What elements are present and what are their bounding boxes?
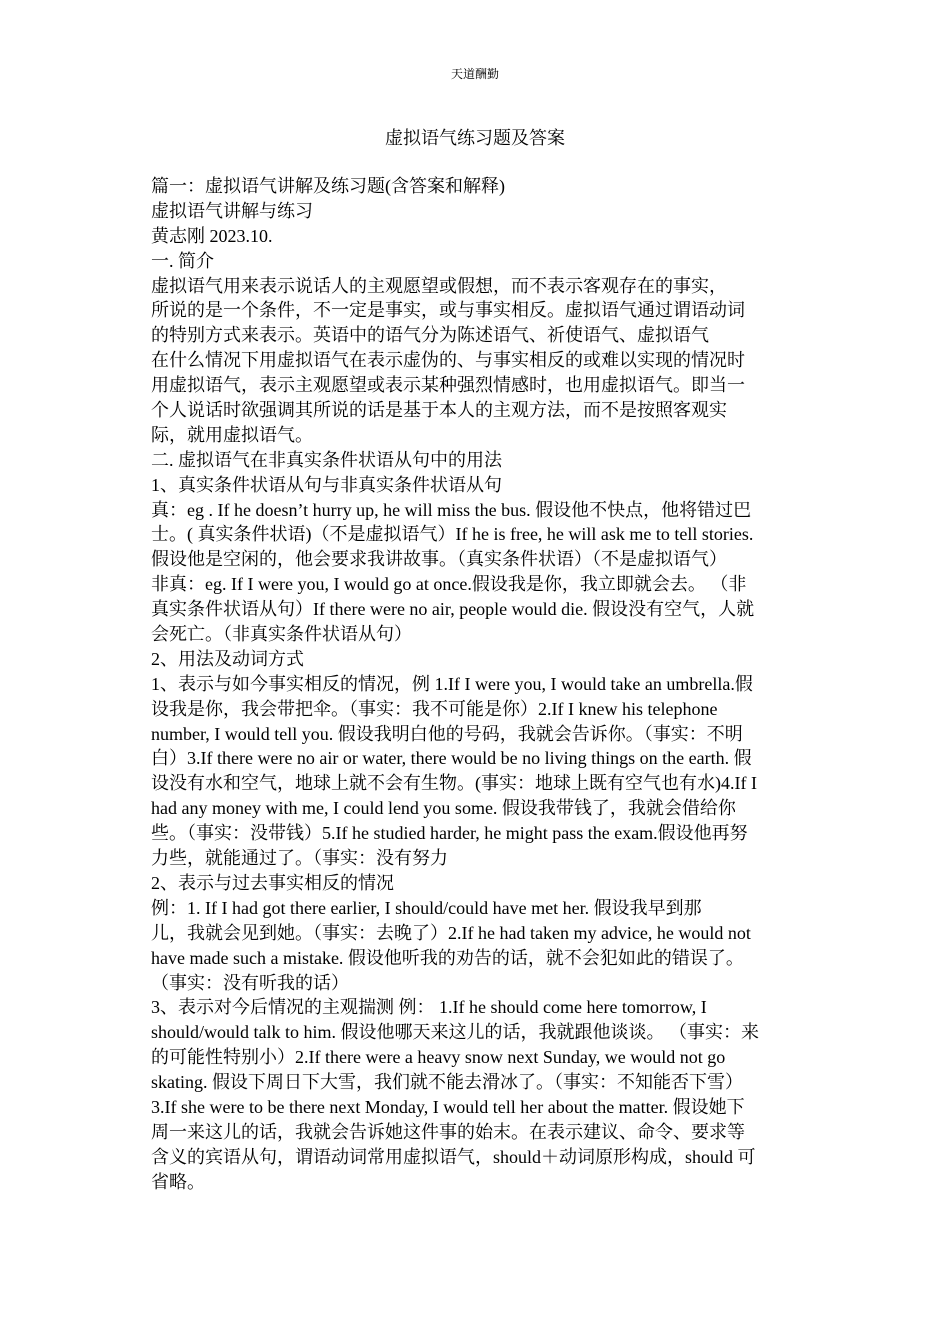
text-line: 二. 虚拟语气在非真实条件状语从句中的用法 [151,449,502,470]
text-line: 一. 简介 [151,250,214,271]
text-line: 白）3.If there were no air or water, there would be no living things on the earth. 假 [151,748,752,769]
text-line: should/would talk to him. 假设他哪天来这儿的话，我就跟他谈谈。 （事实：来 [151,1022,759,1043]
text-line: 3、表示对今后情况的主观揣测 例： 1.If he should come here tomorrow, I [151,997,707,1018]
text-line: 个人说话时欲强调其所说的话是基于本人的主观方法，而不是按照客观实 [151,400,727,421]
text-line: 例：1. If I had got there earlier, I should/could have met her. 假设我早到那 [151,897,702,918]
page-header: 天道酬勤 [450,67,499,81]
text-line: 士。( 真实条件状语)（不是虚拟语气）If he is free, he will ask me to tell stories. [151,524,754,545]
text-line: 虚拟语气用来表示说话人的主观愿望或假想，而不表示客观存在的事实， [151,275,727,296]
text-line: 3.If she were to be there next Monday, I would tell her about the matter. 假设她下 [151,1096,745,1117]
text-line: 非真：eg. If I were you, I would go at once.假设我是你，我立即就会去。 （非 [151,574,747,595]
text-line: 设我是你，我会带把伞。（事实：我不可能是你）2.If I knew his telephone [151,698,718,719]
text-line: 设没有水和空气，地球上就不会有生物。(事实：地球上既有空气也有水)4.If I [151,773,757,794]
text-line: 2、表示与过去事实相反的情况 [151,872,394,893]
text-line: skating. 假设下周日下大雪，我们就不能去滑冰了。（事实：不知能否下雪） [151,1072,743,1093]
text-line: 周一来这儿的话，我就会告诉她这件事的始末。在表示建议、命令、要求等 [151,1121,745,1142]
text-line: （事实：没有听我的话） [151,972,349,993]
text-line: 2、用法及动词方式 [151,648,304,669]
text-line: have made such a mistake. 假设他听我的劝告的话，就不会犯如此的错误了。 [151,947,744,968]
text-line: 的特别方式来表示。英语中的语气分为陈述语气、祈使语气、虚拟语气 [151,325,709,346]
document-body [151,174,803,1195]
document-title: 虚拟语气练习题及答案 [385,128,565,148]
text-line: 真：eg . If he doesn’t hurry up, he will miss the bus. 假设他不快点，他将错过巴 [151,499,752,520]
text-line: 黄志刚 2023.10. [151,225,273,246]
text-line: 假设他是空闲的，他会要求我讲故事。（真实条件状语）（不是虚拟语气） [151,549,727,570]
text-line: 含义的宾语从句，谓语动词常用虚拟语气，should＋动词原形构成，should 可 [151,1146,756,1167]
text-line: 儿，我就会见到她。（事实：去晚了）2.If he had taken my advice, he would not [151,922,751,943]
text-line: had any money with me, I could lend you some. 假设我带钱了，我就会借给你 [151,798,736,819]
text-line: 在什么情况下用虚拟语气在表示虚伪的、与事实相反的或难以实现的情况时 [151,350,745,371]
text-line: 力些，就能通过了。（事实：没有努力 [151,848,448,869]
text-line: 1、真实条件状语从句与非真实条件状语从句 [151,474,502,495]
text-line: 省略。 [151,1171,205,1192]
text-line: 真实条件状语从句）If there were no air, people would die. 假设没有空气，人就 [151,599,755,620]
text-line: 用虚拟语气，表示主观愿望或表示某种强烈情感时，也用虚拟语气。即当一 [151,375,745,396]
text-line: 会死亡。（非真实条件状语从句） [151,624,412,645]
text-line: 的可能性特别小）2.If there were a heavy snow next Sunday, we would not go [151,1047,726,1068]
text-line: 些。（事实：没带钱）5.If he studied harder, he might pass the exam.假设他再努 [151,823,748,844]
text-line: 1、表示与如今事实相反的情况，例 1.If I were you, I would take an umbrella.假 [151,673,753,694]
text-line: number, I would tell you. 假设我明白他的号码，我就会告诉你。（事实：不明 [151,723,743,744]
text-line: 际，就用虚拟语气。 [151,424,313,445]
text-line: 虚拟语气讲解与练习 [151,200,313,221]
text-line: 篇一：虚拟语气讲解及练习题(含答案和解释) [151,176,505,196]
text-line: 所说的是一个条件，不一定是事实，或与事实相反。虚拟语气通过谓语动词 [151,300,745,321]
